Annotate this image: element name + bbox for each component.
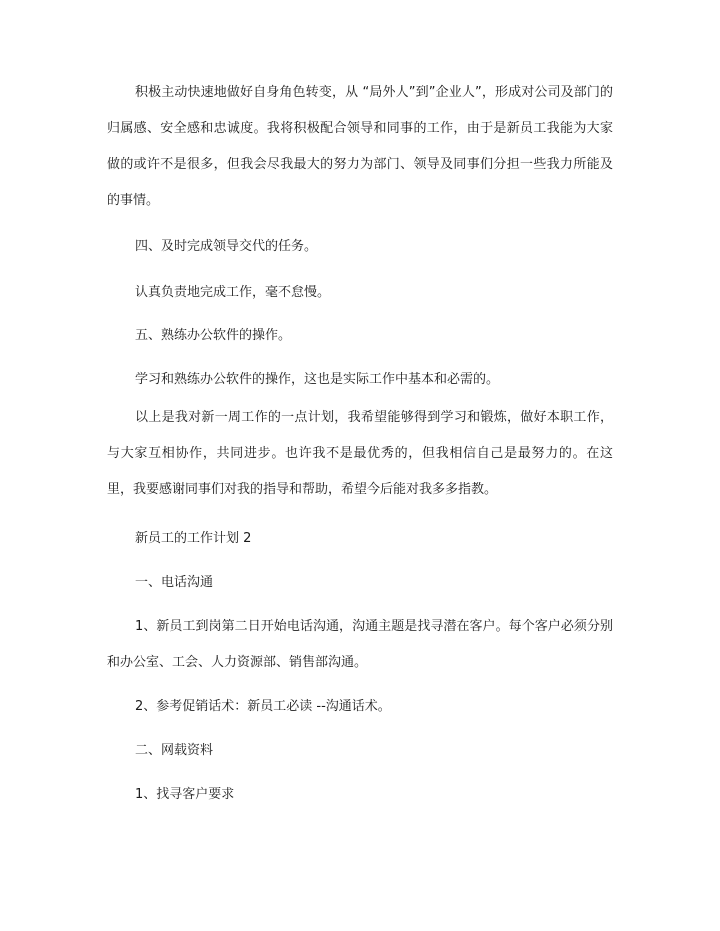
paragraph-role-transition: 积极主动快速地做好自身角色转变，从 “局外人”到”企业人”，形成对公司及部门的归属感、安全感和忠诚度。我将积极配合领导和同事的工作，由于是新员工我能为大家做的或许不是很多，但我会尽我最大的努力为部门、领导及同事们分担一些我力所能及的事情。 xyxy=(107,85,613,208)
heading-office-software: 五、熟练办公软件的操作。 xyxy=(135,328,292,343)
heading-phone-communication: 一、电话沟通 xyxy=(135,575,214,590)
paragraph-sales-script: 2、参考促销话术：新员工必读 --沟通话术。 xyxy=(135,699,391,714)
heading-complete-tasks: 四、及时完成领导交代的任务。 xyxy=(135,239,318,254)
paragraph-weekly-plan-summary: 以上是我对新一周工作的一点计划，我希望能够得到学习和锻炼，做好本职工作，与大家互相协作，共同进步。也许我不是最优秀的，但我相信自己是最努力的。在这里，我要感谢同事们对我的指导和帮助，希望今后能对我多多指教。 xyxy=(107,410,613,497)
paragraph-phone-communication-rule: 1、新员工到岗第二日开始电话沟通，沟通主题是找寻潜在客户。每个客户必须分别和办公室、工会、人力资源部、销售部沟通。 xyxy=(107,619,613,670)
item-find-customer-requirements: 1、找寻客户要求 xyxy=(135,787,235,802)
section-title-plan-2: 新员工的工作计划 2 xyxy=(135,531,252,546)
paragraph-responsible-work: 认真负责地完成工作，毫不怠慢。 xyxy=(135,285,331,300)
heading-online-materials: 二、网载资料 xyxy=(135,743,214,758)
paragraph-learn-software: 学习和熟练办公软件的操作，这也是实际工作中基本和必需的。 xyxy=(135,372,500,387)
